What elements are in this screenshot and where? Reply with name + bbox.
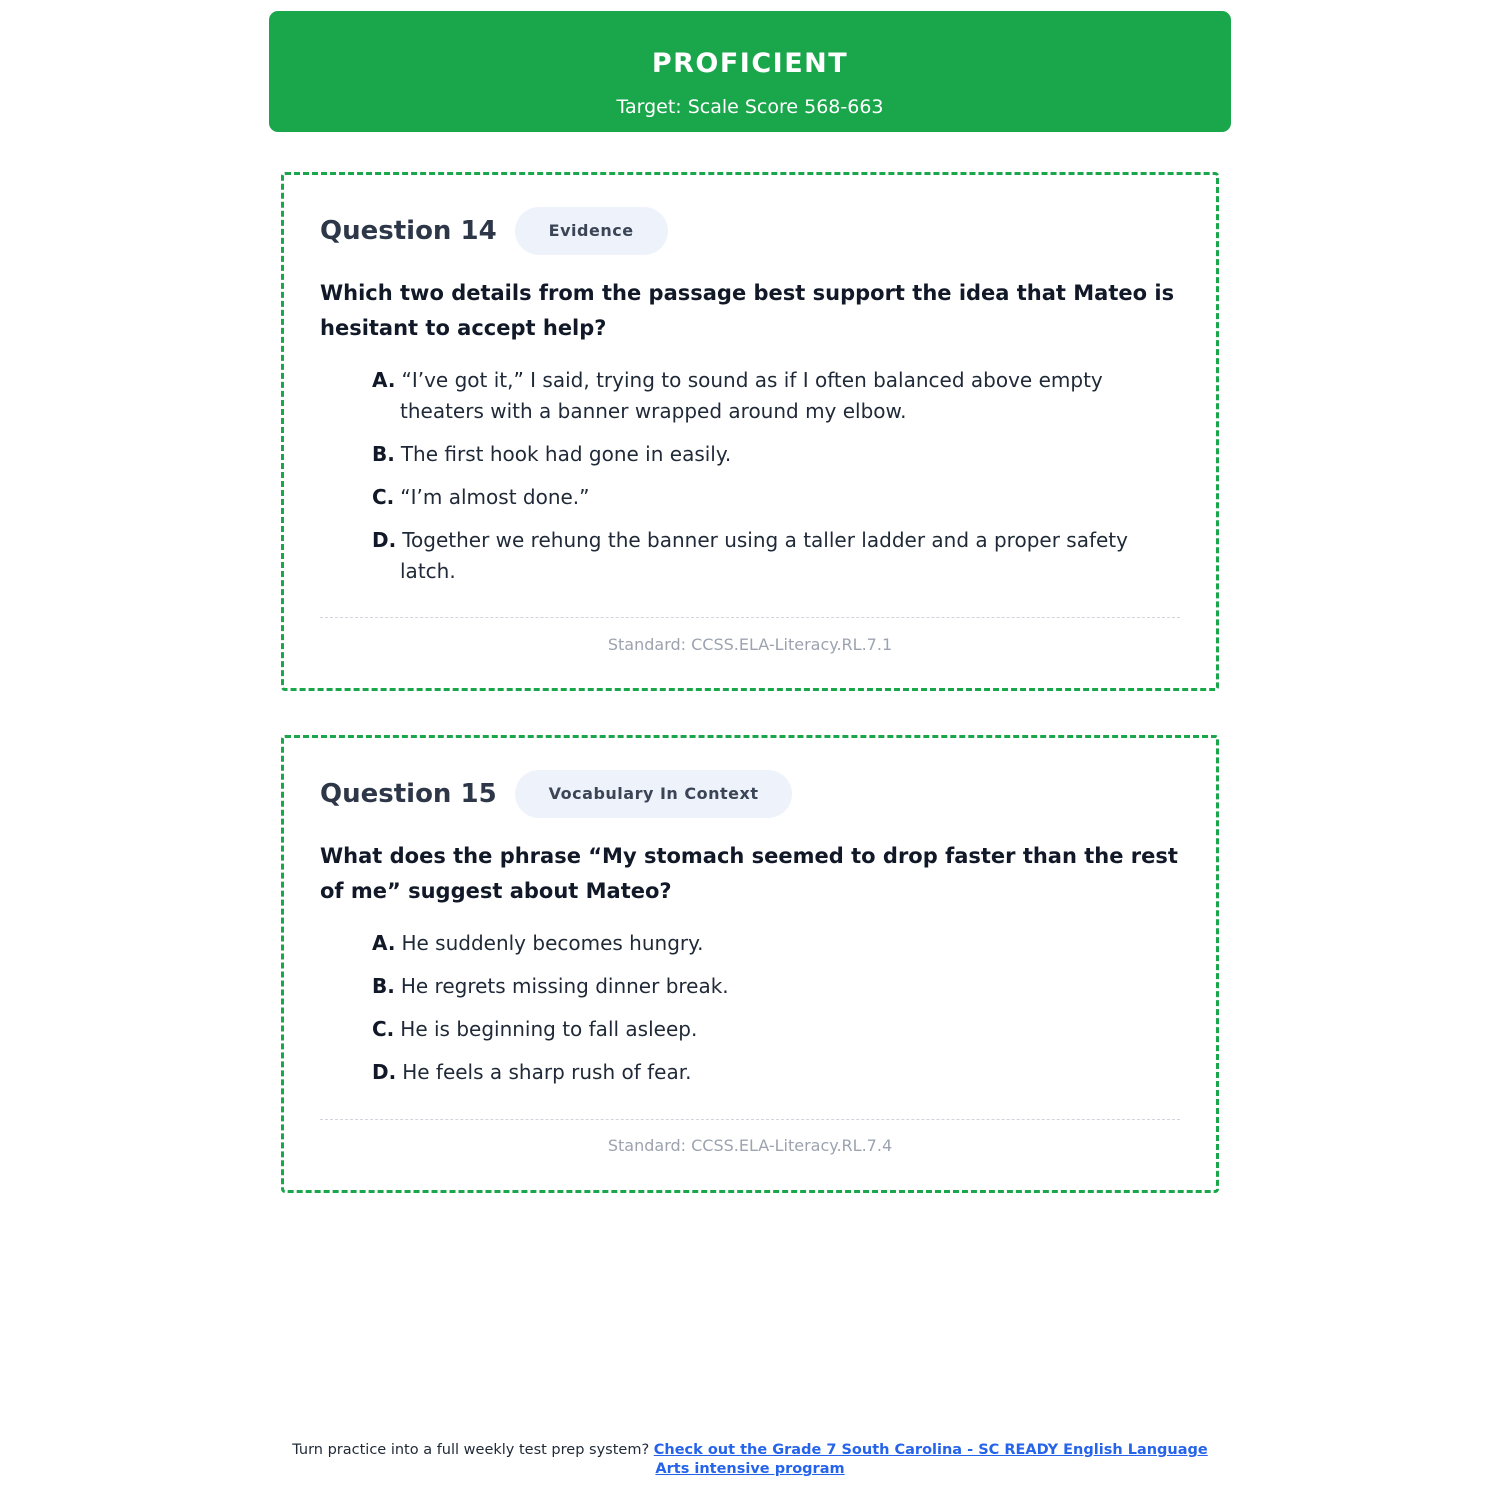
level-title: PROFICIENT — [651, 48, 849, 79]
answer-option-d[interactable] — [362, 525, 1156, 587]
question-card-14 — [281, 172, 1219, 691]
question-card-15 — [281, 735, 1219, 1193]
divider — [320, 617, 1180, 618]
answer-option-b[interactable] — [362, 439, 1156, 470]
answer-options — [362, 365, 1156, 599]
option-letter: D. — [372, 528, 397, 552]
answer-option-c[interactable] — [362, 1014, 1156, 1045]
footer-promo — [280, 1441, 1220, 1479]
option-letter: C. — [372, 485, 395, 509]
answer-option-d[interactable] — [362, 1057, 1156, 1088]
question-title: Question 15 — [320, 779, 497, 809]
option-text: He regrets missing dinner break. — [400, 974, 729, 998]
option-letter: A. — [372, 368, 396, 392]
question-title: Question 14 — [320, 216, 497, 246]
question-skill-tag: Evidence — [515, 207, 668, 255]
option-text: “I’m almost done.” — [400, 485, 590, 509]
option-letter: D. — [372, 1060, 397, 1084]
standard-label: Standard: CCSS.ELA-Literacy.RL.7.1 — [607, 635, 893, 654]
answer-option-a[interactable] — [362, 365, 1156, 427]
option-text: The first hook had gone in easily. — [400, 442, 732, 466]
question-header — [320, 207, 668, 255]
option-letter: A. — [372, 931, 396, 955]
option-text: Together we rehung the banner using a taller ladder and a proper safety latch. — [400, 528, 1128, 583]
program-link[interactable]: Check out the Grade 7 South Carolina - SC READY English Language Arts intensive program — [653, 1442, 1208, 1477]
option-text: He suddenly becomes hungry. — [401, 931, 704, 955]
option-letter: B. — [372, 974, 395, 998]
question-prompt: What does the phrase “My stomach seemed to drop faster than the rest of me” suggest about Mateo? — [320, 844, 1178, 903]
answer-option-b[interactable] — [362, 971, 1156, 1002]
question-prompt: Which two details from the passage best support the idea that Mateo is hesitant to accept help? — [320, 281, 1175, 340]
answer-options — [362, 928, 1156, 1100]
option-letter: B. — [372, 442, 395, 466]
option-letter: C. — [372, 1017, 395, 1041]
target-score: Target: Scale Score 568-663 — [616, 96, 884, 118]
option-text: He is beginning to fall asleep. — [400, 1017, 698, 1041]
question-skill-tag: Vocabulary In Context — [515, 770, 793, 818]
option-text: “I’ve got it,” I said, trying to sound as if I often balanced above empty theaters with a banner wrapped around my elbow. — [400, 368, 1103, 423]
divider — [320, 1119, 1180, 1120]
option-text: He feels a sharp rush of fear. — [402, 1060, 692, 1084]
footer-text: Turn practice into a full weekly test prep system? — [292, 1442, 654, 1458]
level-banner — [269, 11, 1231, 132]
question-header — [320, 770, 792, 818]
answer-option-a[interactable] — [362, 928, 1156, 959]
standard-label: Standard: CCSS.ELA-Literacy.RL.7.4 — [607, 1136, 893, 1155]
answer-option-c[interactable] — [362, 482, 1156, 513]
